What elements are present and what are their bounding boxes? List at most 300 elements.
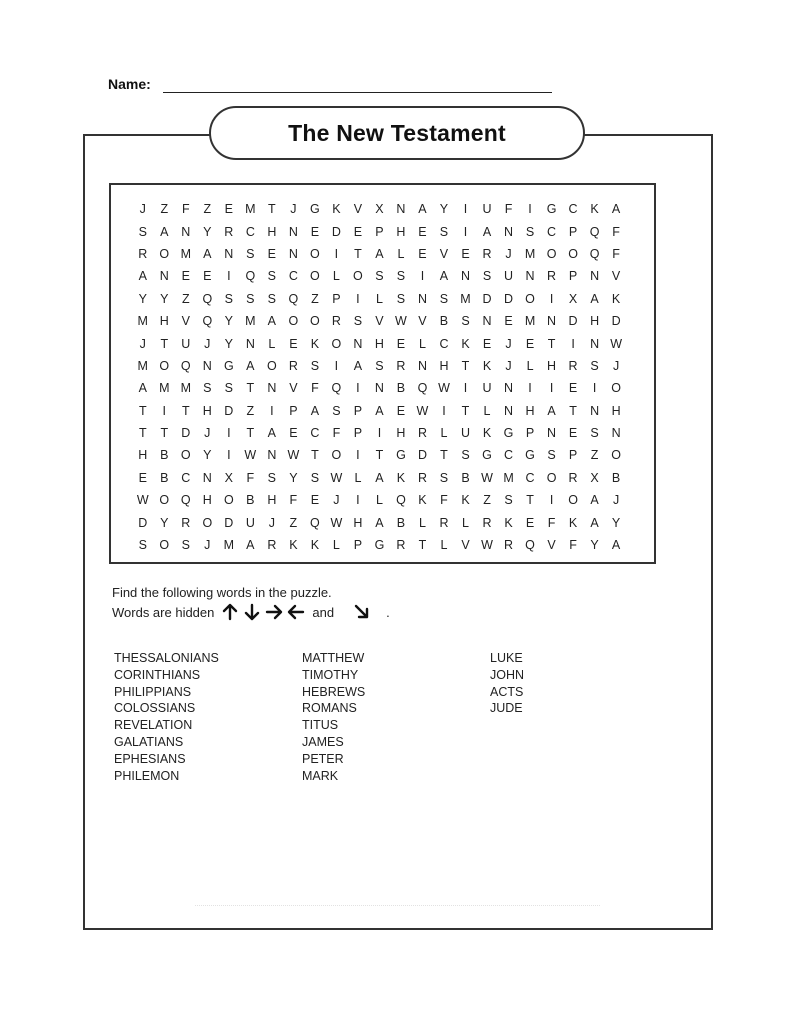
grid-letter[interactable]: B: [160, 470, 169, 485]
grid-letter[interactable]: N: [460, 269, 470, 284]
grid-letter[interactable]: J: [290, 202, 297, 217]
grid-letter[interactable]: Y: [224, 336, 233, 351]
grid-letter[interactable]: Y: [160, 291, 169, 306]
grid-letter[interactable]: L: [375, 291, 383, 306]
grid-letter[interactable]: M: [524, 246, 536, 261]
grid-letter[interactable]: H: [202, 493, 212, 508]
grid-letter[interactable]: L: [440, 426, 448, 441]
grid-letter[interactable]: T: [268, 202, 276, 217]
grid-letter[interactable]: N: [590, 269, 600, 284]
grid-letter[interactable]: S: [375, 269, 384, 284]
grid-letter[interactable]: P: [353, 538, 363, 553]
grid-letter[interactable]: O: [611, 381, 621, 396]
grid-letter[interactable]: Z: [311, 291, 319, 306]
grid-letter[interactable]: J: [204, 426, 211, 441]
grid-letter[interactable]: A: [203, 246, 212, 261]
grid-letter[interactable]: F: [547, 515, 556, 530]
grid-letter[interactable]: S: [267, 269, 277, 284]
grid-letter[interactable]: K: [482, 426, 492, 441]
grid-letter[interactable]: I: [549, 291, 554, 306]
grid-letter[interactable]: O: [159, 358, 170, 373]
grid-letter[interactable]: F: [612, 246, 620, 261]
grid-letter[interactable]: H: [267, 224, 277, 239]
grid-letter[interactable]: F: [246, 470, 255, 485]
grid-letter[interactable]: S: [246, 291, 255, 306]
grid-letter[interactable]: D: [331, 224, 341, 239]
grid-letter[interactable]: V: [181, 314, 190, 329]
grid-letter[interactable]: I: [528, 381, 532, 396]
grid-letter[interactable]: S: [504, 493, 513, 508]
grid-letter[interactable]: S: [396, 291, 406, 306]
grid-letter[interactable]: I: [528, 202, 532, 217]
grid-letter[interactable]: U: [504, 269, 514, 284]
grid-letter[interactable]: L: [332, 269, 340, 284]
grid-letter[interactable]: W: [330, 470, 343, 485]
grid-letter[interactable]: V: [289, 381, 298, 396]
grid-letter[interactable]: Y: [611, 515, 621, 530]
grid-letter[interactable]: K: [461, 493, 470, 508]
grid-letter[interactable]: I: [356, 291, 360, 306]
grid-letter[interactable]: H: [353, 515, 363, 530]
grid-letter[interactable]: A: [246, 358, 255, 373]
grid-letter[interactable]: T: [181, 403, 190, 418]
grid-letter[interactable]: E: [396, 403, 406, 418]
grid-letter[interactable]: D: [504, 291, 514, 306]
grid-letter[interactable]: F: [181, 202, 190, 217]
grid-letter[interactable]: M: [223, 538, 235, 553]
grid-letter[interactable]: K: [310, 538, 320, 553]
grid-letter[interactable]: J: [139, 336, 146, 351]
grid-letter[interactable]: Q: [525, 538, 535, 553]
grid-letter[interactable]: E: [525, 336, 535, 351]
grid-letter[interactable]: A: [375, 246, 384, 261]
grid-letter[interactable]: I: [227, 448, 231, 463]
grid-letter[interactable]: I: [442, 403, 446, 418]
grid-letter[interactable]: K: [461, 336, 470, 351]
grid-letter[interactable]: O: [159, 538, 170, 553]
grid-letter[interactable]: I: [592, 381, 597, 396]
grid-letter[interactable]: S: [332, 403, 341, 418]
grid-letter[interactable]: T: [569, 403, 577, 418]
grid-letter[interactable]: H: [138, 448, 148, 463]
grid-letter[interactable]: M: [137, 314, 148, 329]
grid-letter[interactable]: A: [246, 538, 255, 553]
grid-letter[interactable]: J: [204, 336, 211, 351]
grid-letter[interactable]: Z: [160, 202, 169, 217]
grid-letter[interactable]: O: [288, 314, 299, 329]
grid-letter[interactable]: G: [396, 448, 406, 463]
grid-letter[interactable]: M: [137, 358, 148, 373]
grid-letter[interactable]: R: [288, 358, 298, 373]
grid-letter[interactable]: N: [504, 381, 514, 396]
grid-letter[interactable]: P: [353, 403, 363, 418]
grid-letter[interactable]: Q: [245, 269, 256, 284]
grid-letter[interactable]: T: [526, 493, 534, 508]
grid-letter[interactable]: A: [375, 403, 384, 418]
grid-letter[interactable]: I: [420, 269, 425, 284]
grid-letter[interactable]: T: [418, 538, 427, 553]
grid-letter[interactable]: A: [611, 538, 621, 553]
grid-letter[interactable]: N: [288, 224, 298, 239]
grid-letter[interactable]: N: [396, 202, 406, 217]
grid-letter[interactable]: C: [547, 224, 557, 239]
grid-letter[interactable]: H: [202, 403, 212, 418]
grid-letter[interactable]: P: [568, 224, 578, 239]
grid-letter[interactable]: J: [612, 358, 620, 373]
grid-letter[interactable]: S: [353, 314, 363, 329]
grid-letter[interactable]: Y: [590, 538, 599, 553]
grid-letter[interactable]: C: [310, 426, 320, 441]
grid-letter[interactable]: E: [310, 224, 320, 239]
grid-letter[interactable]: I: [270, 403, 274, 418]
grid-letter[interactable]: R: [181, 515, 191, 530]
grid-letter[interactable]: B: [439, 314, 449, 329]
grid-letter[interactable]: B: [396, 515, 406, 530]
grid-letter[interactable]: C: [504, 448, 514, 463]
grid-letter[interactable]: X: [375, 202, 384, 217]
grid-letter[interactable]: D: [568, 314, 578, 329]
grid-letter[interactable]: Q: [589, 224, 600, 239]
grid-letter[interactable]: S: [396, 269, 406, 284]
grid-letter[interactable]: I: [227, 426, 231, 441]
grid-letter[interactable]: T: [440, 448, 448, 463]
grid-letter[interactable]: O: [546, 470, 557, 485]
grid-letter[interactable]: D: [181, 426, 191, 441]
grid-letter[interactable]: D: [224, 403, 234, 418]
grid-letter[interactable]: A: [439, 269, 449, 284]
grid-letter[interactable]: N: [202, 358, 212, 373]
grid-letter[interactable]: S: [439, 291, 449, 306]
grid-letter[interactable]: T: [354, 246, 362, 261]
grid-letter[interactable]: G: [374, 538, 385, 553]
grid-letter[interactable]: T: [311, 448, 319, 463]
grid-letter[interactable]: R: [568, 358, 578, 373]
grid-letter[interactable]: N: [547, 314, 557, 329]
grid-letter[interactable]: J: [505, 358, 512, 373]
grid-letter[interactable]: W: [481, 538, 493, 553]
grid-letter[interactable]: E: [568, 381, 578, 396]
grid-letter[interactable]: C: [439, 336, 449, 351]
grid-letter[interactable]: L: [418, 515, 426, 530]
grid-letter[interactable]: C: [245, 224, 255, 239]
grid-letter[interactable]: A: [590, 515, 599, 530]
grid-letter[interactable]: D: [417, 448, 427, 463]
grid-letter[interactable]: H: [396, 426, 406, 441]
grid-letter[interactable]: G: [482, 448, 492, 463]
grid-letter[interactable]: X: [568, 291, 578, 306]
grid-letter[interactable]: T: [461, 358, 470, 373]
grid-letter[interactable]: K: [310, 336, 320, 351]
grid-letter[interactable]: S: [310, 470, 320, 485]
grid-letter[interactable]: A: [310, 403, 320, 418]
grid-letter[interactable]: B: [611, 470, 621, 485]
grid-letter[interactable]: Q: [288, 291, 299, 306]
grid-letter[interactable]: G: [525, 448, 535, 463]
grid-letter[interactable]: Y: [439, 202, 449, 217]
grid-letter[interactable]: L: [440, 538, 448, 553]
grid-letter[interactable]: E: [568, 426, 578, 441]
grid-letter[interactable]: N: [504, 403, 514, 418]
grid-letter[interactable]: O: [310, 314, 320, 329]
grid-letter[interactable]: L: [526, 358, 534, 373]
grid-letter[interactable]: R: [331, 314, 341, 329]
grid-letter[interactable]: W: [481, 470, 493, 485]
grid-letter[interactable]: F: [569, 538, 577, 553]
grid-letter[interactable]: G: [310, 202, 320, 217]
grid-letter[interactable]: Q: [202, 291, 213, 306]
grid-letter[interactable]: A: [375, 515, 384, 530]
grid-letter[interactable]: F: [612, 224, 620, 239]
grid-letter[interactable]: G: [546, 202, 557, 217]
grid-letter[interactable]: O: [180, 448, 191, 463]
grid-letter[interactable]: Y: [224, 314, 233, 329]
grid-letter[interactable]: N: [504, 224, 514, 239]
grid-letter[interactable]: M: [180, 381, 191, 396]
grid-letter[interactable]: O: [525, 291, 535, 306]
grid-letter[interactable]: O: [546, 246, 557, 261]
grid-letter[interactable]: Q: [396, 493, 406, 508]
grid-letter[interactable]: X: [224, 470, 233, 485]
grid-letter[interactable]: P: [568, 448, 578, 463]
grid-letter[interactable]: E: [461, 246, 470, 261]
grid-letter[interactable]: S: [310, 358, 320, 373]
grid-letter[interactable]: N: [159, 269, 169, 284]
name-input-line[interactable]: [163, 92, 552, 93]
grid-letter[interactable]: Z: [289, 515, 298, 530]
grid-letter[interactable]: L: [483, 403, 491, 418]
grid-letter[interactable]: H: [159, 314, 169, 329]
grid-letter[interactable]: G: [223, 358, 234, 373]
grid-letter[interactable]: O: [159, 246, 170, 261]
grid-letter[interactable]: W: [395, 314, 407, 329]
grid-letter[interactable]: M: [180, 246, 191, 261]
grid-letter[interactable]: O: [159, 493, 170, 508]
grid-letter[interactable]: T: [461, 403, 470, 418]
grid-letter[interactable]: A: [138, 269, 147, 284]
grid-letter[interactable]: E: [267, 246, 277, 261]
grid-letter[interactable]: U: [482, 202, 492, 217]
grid-letter[interactable]: A: [267, 426, 277, 441]
grid-letter[interactable]: G: [503, 426, 514, 441]
grid-letter[interactable]: R: [138, 246, 148, 261]
grid-letter[interactable]: O: [353, 269, 363, 284]
grid-letter[interactable]: S: [461, 314, 470, 329]
grid-letter[interactable]: O: [568, 246, 578, 261]
grid-letter[interactable]: E: [289, 426, 298, 441]
grid-letter[interactable]: I: [356, 381, 360, 396]
grid-letter[interactable]: O: [611, 448, 621, 463]
grid-letter[interactable]: V: [439, 246, 449, 261]
grid-letter[interactable]: I: [162, 403, 167, 418]
grid-letter[interactable]: I: [334, 358, 339, 373]
grid-letter[interactable]: U: [482, 381, 492, 396]
grid-letter[interactable]: N: [417, 358, 427, 373]
grid-letter[interactable]: T: [138, 426, 147, 441]
grid-letter[interactable]: T: [138, 403, 147, 418]
grid-letter[interactable]: T: [375, 448, 384, 463]
grid-letter[interactable]: I: [463, 381, 468, 396]
grid-letter[interactable]: P: [289, 403, 298, 418]
grid-letter[interactable]: L: [462, 515, 469, 530]
grid-letter[interactable]: U: [245, 515, 255, 530]
grid-letter[interactable]: S: [224, 291, 233, 306]
grid-letter[interactable]: E: [418, 224, 427, 239]
grid-letter[interactable]: P: [568, 269, 578, 284]
grid-letter[interactable]: P: [332, 291, 341, 306]
grid-letter[interactable]: R: [482, 515, 492, 530]
grid-letter[interactable]: K: [482, 358, 492, 373]
grid-letter[interactable]: H: [611, 403, 621, 418]
grid-letter[interactable]: O: [331, 448, 342, 463]
grid-letter[interactable]: N: [590, 403, 600, 418]
grid-letter[interactable]: Z: [590, 448, 599, 463]
grid-letter[interactable]: E: [289, 336, 298, 351]
grid-letter[interactable]: R: [224, 224, 234, 239]
grid-letter[interactable]: R: [482, 246, 492, 261]
grid-letter[interactable]: M: [503, 470, 514, 485]
grid-letter[interactable]: N: [525, 269, 535, 284]
grid-letter[interactable]: M: [245, 314, 256, 329]
grid-letter[interactable]: E: [525, 515, 535, 530]
grid-letter[interactable]: W: [438, 381, 450, 396]
grid-letter[interactable]: W: [416, 403, 429, 418]
grid-letter[interactable]: K: [611, 291, 621, 306]
grid-letter[interactable]: J: [505, 246, 512, 261]
grid-letter[interactable]: O: [223, 493, 234, 508]
grid-letter[interactable]: N: [288, 246, 298, 261]
grid-letter[interactable]: R: [267, 538, 277, 553]
grid-letter[interactable]: L: [375, 493, 383, 508]
grid-letter[interactable]: S: [181, 538, 190, 553]
grid-letter[interactable]: T: [547, 336, 556, 351]
grid-letter[interactable]: D: [224, 515, 234, 530]
grid-letter[interactable]: E: [418, 246, 427, 261]
grid-letter[interactable]: S: [590, 426, 599, 441]
grid-letter[interactable]: V: [611, 269, 621, 284]
grid-letter[interactable]: J: [204, 538, 211, 553]
grid-letter[interactable]: B: [396, 381, 406, 396]
grid-letter[interactable]: S: [138, 224, 147, 239]
grid-letter[interactable]: S: [246, 246, 255, 261]
grid-letter[interactable]: C: [568, 202, 578, 217]
grid-letter[interactable]: K: [396, 470, 406, 485]
grid-letter[interactable]: D: [138, 515, 148, 530]
grid-letter[interactable]: O: [266, 358, 277, 373]
grid-letter[interactable]: S: [138, 538, 147, 553]
grid-letter[interactable]: O: [202, 515, 213, 530]
grid-letter[interactable]: I: [549, 381, 554, 396]
grid-letter[interactable]: Q: [589, 246, 600, 261]
grid-letter[interactable]: N: [245, 336, 255, 351]
grid-letter[interactable]: A: [160, 224, 169, 239]
grid-letter[interactable]: Q: [331, 381, 342, 396]
grid-letter[interactable]: R: [568, 470, 578, 485]
grid-letter[interactable]: O: [310, 246, 320, 261]
grid-letter[interactable]: Y: [289, 470, 298, 485]
grid-letter[interactable]: Z: [181, 291, 190, 306]
grid-letter[interactable]: J: [505, 336, 512, 351]
grid-letter[interactable]: P: [375, 224, 384, 239]
grid-letter[interactable]: V: [375, 314, 384, 329]
grid-letter[interactable]: K: [504, 515, 513, 530]
grid-letter[interactable]: K: [332, 202, 341, 217]
grid-letter[interactable]: Y: [160, 515, 169, 530]
grid-letter[interactable]: L: [397, 246, 405, 261]
grid-letter[interactable]: I: [227, 269, 231, 284]
grid-letter[interactable]: Q: [180, 358, 191, 373]
grid-letter[interactable]: E: [504, 314, 513, 329]
grid-letter[interactable]: W: [244, 448, 257, 463]
grid-letter[interactable]: S: [547, 448, 556, 463]
grid-letter[interactable]: U: [460, 426, 470, 441]
grid-letter[interactable]: S: [375, 358, 384, 373]
grid-letter[interactable]: T: [246, 426, 255, 441]
grid-letter[interactable]: I: [463, 224, 468, 239]
grid-letter[interactable]: K: [289, 538, 298, 553]
grid-letter[interactable]: V: [461, 538, 470, 553]
grid-letter[interactable]: N: [353, 336, 363, 351]
grid-letter[interactable]: H: [374, 336, 384, 351]
grid-letter[interactable]: I: [571, 336, 575, 351]
grid-letter[interactable]: R: [504, 538, 514, 553]
grid-letter[interactable]: N: [482, 314, 492, 329]
grid-letter[interactable]: E: [396, 336, 406, 351]
grid-letter[interactable]: F: [311, 381, 319, 396]
grid-letter[interactable]: E: [353, 224, 363, 239]
grid-letter[interactable]: M: [159, 381, 170, 396]
grid-letter[interactable]: A: [611, 202, 621, 217]
grid-letter[interactable]: Q: [202, 314, 213, 329]
grid-letter[interactable]: R: [417, 470, 427, 485]
grid-letter[interactable]: W: [287, 448, 300, 463]
grid-letter[interactable]: N: [181, 224, 191, 239]
grid-letter[interactable]: K: [590, 202, 599, 217]
grid-letter[interactable]: F: [289, 493, 298, 508]
grid-letter[interactable]: L: [268, 336, 276, 351]
grid-letter[interactable]: T: [160, 426, 169, 441]
grid-letter[interactable]: S: [439, 224, 449, 239]
grid-letter[interactable]: A: [267, 314, 277, 329]
grid-letter[interactable]: D: [482, 291, 492, 306]
grid-letter[interactable]: S: [267, 291, 277, 306]
grid-letter[interactable]: S: [590, 358, 599, 373]
grid-letter[interactable]: R: [417, 426, 427, 441]
grid-letter[interactable]: N: [202, 470, 212, 485]
grid-letter[interactable]: N: [267, 448, 277, 463]
grid-letter[interactable]: Y: [138, 291, 147, 306]
grid-letter[interactable]: N: [611, 426, 621, 441]
grid-letter[interactable]: W: [330, 515, 343, 530]
grid-letter[interactable]: Y: [203, 448, 212, 463]
grid-letter[interactable]: J: [612, 493, 620, 508]
grid-letter[interactable]: Z: [203, 202, 212, 217]
grid-letter[interactable]: N: [417, 291, 427, 306]
grid-letter[interactable]: I: [377, 426, 382, 441]
grid-letter[interactable]: D: [611, 314, 621, 329]
grid-letter[interactable]: P: [525, 426, 535, 441]
grid-letter[interactable]: N: [590, 336, 600, 351]
grid-letter[interactable]: I: [356, 448, 360, 463]
grid-letter[interactable]: V: [418, 314, 427, 329]
grid-letter[interactable]: K: [418, 493, 427, 508]
grid-letter[interactable]: T: [160, 336, 169, 351]
grid-letter[interactable]: A: [418, 202, 427, 217]
grid-letter[interactable]: I: [463, 202, 468, 217]
grid-letter[interactable]: J: [139, 202, 146, 217]
grid-letter[interactable]: S: [482, 269, 492, 284]
grid-letter[interactable]: A: [482, 224, 492, 239]
grid-letter[interactable]: R: [439, 515, 449, 530]
